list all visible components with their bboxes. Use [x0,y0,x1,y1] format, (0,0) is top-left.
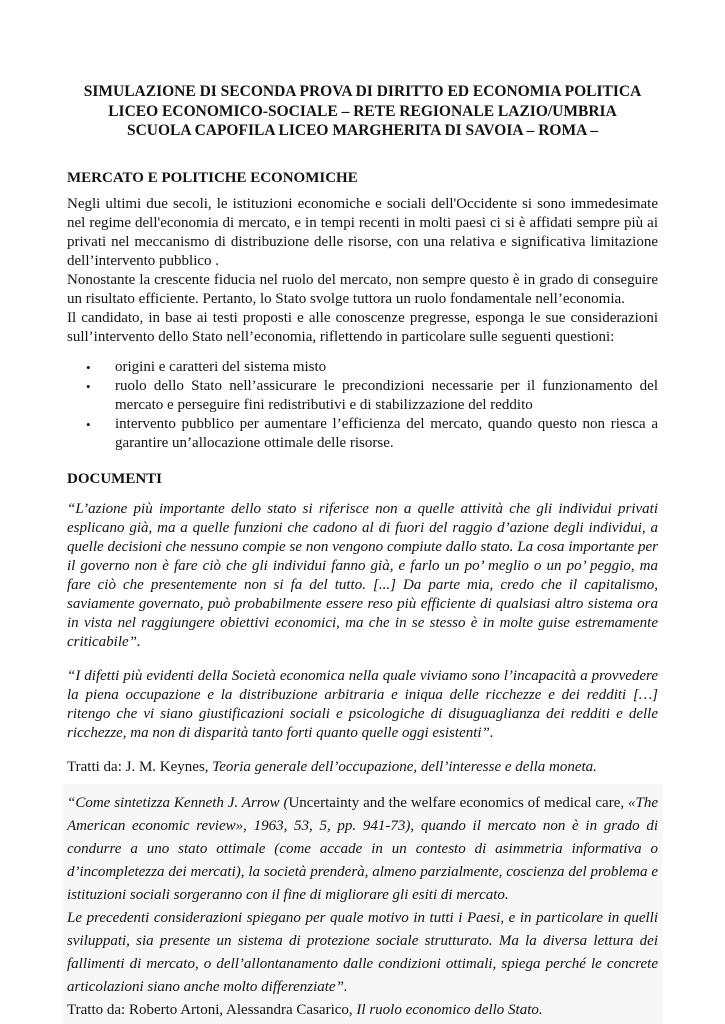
arrow-quote-open: “Come sintetizza Kenneth J. Arrow ( [67,794,289,811]
bullet-item [67,377,658,415]
bullet-icon: • [86,359,91,375]
bullet-item [67,415,658,453]
arrow-quote-paragraph-2: Le precedenti considerazioni spiegano per quale motivo in tutti i Paesi, e in particolare in quelli sviluppati, sia presente un sistema di protezione sociale strutturato. Ma la diversa lettura dei fallimenti di mercato, o dell’allontanamento dalle condizioni ottimali, spiega perché le concrete articolazioni siano anche molto differenziate”. [67,909,658,995]
paragraph-market-role: Nonostante la crescente fiducia nel ruolo del mercato, non sempre questo è in grado di conseguire un risultato efficiente. Pertanto, lo Stato svolge tuttora un ruolo fondamentale nell’economia. [67,271,658,307]
title-line-1: SIMULAZIONE DI SECONDA PROVA DI DIRITTO ED ECONOMIA POLITICA [83,83,642,100]
bullet-item-label: intervento pubblico per aumentare l’efficienza del mercato, quando questo non riesca a garantire un’allocazione ottimale delle risorse. [115,415,658,451]
bullet-icon: • [86,416,91,432]
document-title [67,82,658,141]
arrow-quote-english-title: Uncertainty and the welfare economics of medical care, [288,794,628,811]
bullet-item [67,358,658,377]
bullet-list [67,358,658,453]
keynes-quote-2: “I difetti più evidenti della Società economica nella quale viviamo sono l’incapacità a provvedere la piena occupazione e la distribuzione arbitraria e iniqua delle ricchezze e dei redditi […] ritengo che vi siano giustificazioni sociali e psicologiche di disuguaglianza dei redditi e delle ricchezze, ma non di disparità tanto forti quanto quelle oggi esistenti”. [67,667,658,741]
keynes-quote-1: “L’azione più importante dello stato si riferisce non a quelle attività che gli individui privati esplicano già, ma a quelle funzioni che cadono al di fuori del raggio d’azione degli individui, a quelle decisioni che nessuno compie se non vengono compiute dallo stato. La cosa importante per il governo non è fare ciò che gli individui fanno già, e farlo un po’ meglio o un po’ peggio, ma fare ciò che presentemente non si fa del tutto. [...] Da parte mia, credo che il capitalismo, saviamente governato, può probabilmente essere reso più efficiente di qualsiasi altro sistema ora in vista nel raggiungere obiettivi economici, ma che in se stesso è in molte guise estremamente criticabile”. [67,500,658,650]
paragraph-candidate-task: Il candidato, in base ai testi proposti e alle conoscenze pregresse, esponga le sue considerazioni sull’intervento dello Stato nell’economia, riflettendo in particolare sulle seguenti questioni: [67,309,658,345]
keynes-source-title: Teoria generale dell’occupazione, dell’interesse e della moneta. [212,758,597,775]
keynes-source-prefix: Tratti da: J. M. Keynes, [67,758,213,775]
keynes-source-line [67,758,658,777]
arrow-quote-rest: «The American economic review», 1963, 53, 5, pp. 941-73), quando il mercato non è in grado di condurre a uno stato ottimale (come accade in un contesto di asimmetria informativa o d’incompletezza dei mercati), la società prenderà, almeno parzialmente, coscienza del problema e istituzioni sociali sorgeranno con il fine di migliorare gli esiti di mercato. [67,794,658,903]
title-line-3: SCUOLA CAPOFILA LICEO MARGHERITA DI SAVOIA – ROMA – [126,122,599,139]
arrow-source-line [67,999,658,1021]
arrow-quote-paragraph-1 [67,792,658,907]
bullet-icon: • [86,378,91,394]
bullet-item-label: ruolo dello Stato nell’assicurare le precondizioni necessarie per il funzionamento del mercato e perseguire fini redistributivi e di stabilizzazione del reddito [115,377,658,413]
arrow-quote-block [63,784,662,1024]
paragraph-intro: Negli ultimi due secoli, le istituzioni economiche e sociali dell'Occidente si sono immedesimate nel regime dell'economia di mercato, e in tempi recenti in molti paesi ci si è affidati sempre più ai privati nel meccanismo di distribuzione delle risorse, con una relativa e significativa limitazione dell’intervento pubblico . [67,195,658,269]
intro-paragraphs [67,195,658,347]
documents-heading: DOCUMENTI [67,470,163,487]
arrow-source-prefix: Tratto da: Roberto Artoni, Alessandra Casarico, [67,1001,357,1018]
arrow-source-title: Il ruolo economico dello Stato. [356,1001,543,1018]
section-heading-mercato: MERCATO E POLITICHE ECONOMICHE [67,169,358,186]
title-line-2: LICEO ECONOMICO-SOCIALE – RETE REGIONALE LAZIO/UMBRIA [108,102,617,120]
bullet-item-label: origini e caratteri del sistema misto [115,358,327,375]
